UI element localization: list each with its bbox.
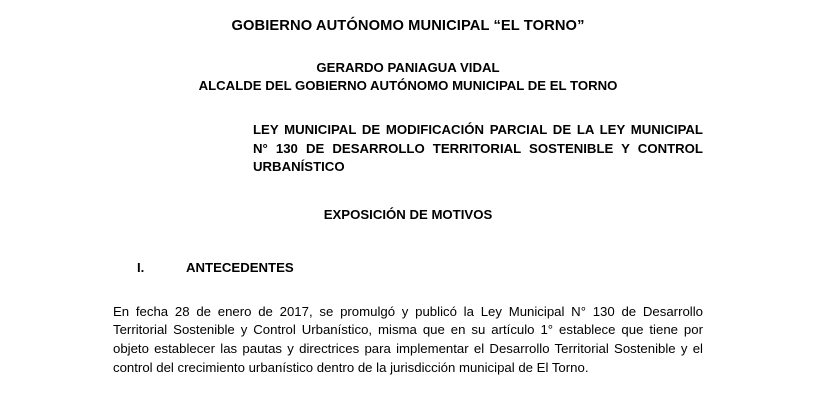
author-name: GERARDO PANIAGUA VIDAL (316, 60, 500, 75)
document-page (0, 18, 816, 419)
numbered-section-heading (113, 260, 703, 275)
body-paragraph-1: En fecha 28 de enero de 2017, se promulgó y publicó la Ley Municipal N° 130 de Desarrollo Territorial Sostenible y Control Urbanístico, misma que en su artículo 1° establece que tiene por objeto establecer las pautas y directrices para implementar el Desarrollo Territorial Sostenible y el control del crecimiento urbanístico dentro de la jurisdicción municipal de El Torno. (113, 303, 703, 375)
author-role: ALCALDE DEL GOBIERNO AUTÓNOMO MUNICIPAL DE EL TORNO (198, 78, 618, 93)
author-block (113, 59, 703, 95)
section-number: I. (137, 259, 145, 275)
section-heading: EXPOSICIÓN DE MOTIVOS (323, 206, 493, 222)
section-label: ANTECEDENTES (186, 259, 294, 275)
document-title: GOBIERNO AUTÓNOMO MUNICIPAL “EL TORNO” (231, 18, 585, 34)
law-title: LEY MUNICIPAL DE MODIFICACIÓN PARCIAL DE LA LEY MUNICIPAL N° 130 DE DESARROLLO TERRITORIAL SOSTENIBLE Y CONTROL URBANÍSTICO (253, 122, 703, 174)
